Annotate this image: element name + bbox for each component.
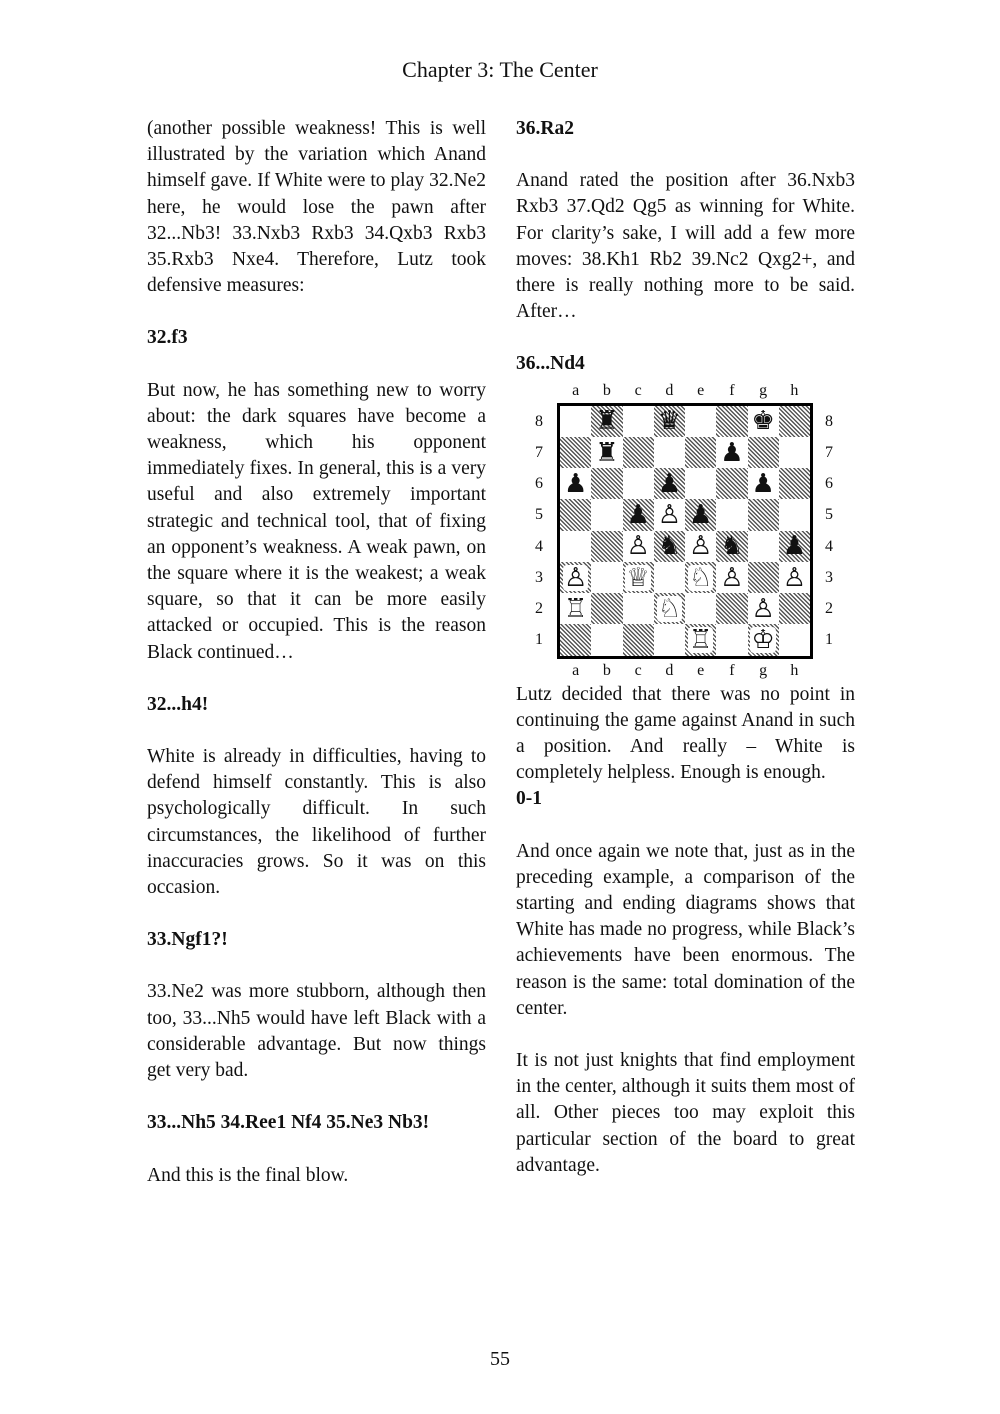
- board-square-h8: [779, 406, 810, 437]
- board-square-c2: [623, 593, 654, 624]
- board-square-d3: [654, 562, 685, 593]
- file-labels-bottom: [560, 658, 810, 684]
- board-square-b4: [591, 531, 622, 562]
- rank-label: 5: [825, 506, 833, 524]
- board-square-h2: [779, 593, 810, 624]
- chess-piece-icon: ♟: [563, 468, 588, 499]
- file-label: b: [602, 661, 611, 679]
- chess-piece-icon: ♟: [688, 500, 713, 530]
- move-notation: 36.Ra2: [516, 118, 574, 139]
- chess-piece-icon: ♘: [688, 562, 713, 593]
- chess-piece-icon: ♙: [782, 562, 807, 593]
- board-square-d1: [654, 624, 685, 655]
- board-square-g8: [748, 406, 779, 437]
- board-square-a3: [560, 562, 591, 593]
- board-square-c8: [623, 406, 654, 437]
- move-notation: 36...Nd4: [516, 353, 585, 375]
- file-label: a: [572, 661, 580, 679]
- chess-piece-icon: ♙: [688, 531, 713, 562]
- board-square-e5: [685, 499, 716, 530]
- board-square-f4: [716, 531, 747, 562]
- board-square-a8: [560, 406, 591, 437]
- board-square-b7: [591, 437, 622, 468]
- file-label: b: [602, 381, 611, 399]
- body-paragraph: 33.Ne2 was more stubborn, although then too, 33...Nh5 would have left Black with a considerable advantage. But now things get very bad.: [147, 981, 486, 1082]
- board-square-e3: [685, 562, 716, 593]
- board-square-c4: [623, 531, 654, 562]
- move-notation: 33.Ngf1?!: [147, 929, 228, 951]
- chess-piece-icon: ♜: [595, 437, 619, 468]
- file-label: c: [634, 381, 642, 399]
- body-paragraph: But now, he has something new to worry about: the dark squares have become a weakness, which his opponent immediately fixes. In general, this is a very useful and also extremely important strategic and technical tool, that of fixing an opponent’s weakness. A weak pawn, on the square where it is the weakest; a weak square, so that it can be more easily attacked or occupied. This is the reason Black continued…: [147, 379, 486, 663]
- chess-piece-icon: ♚: [751, 406, 775, 437]
- left-column: [147, 116, 486, 1189]
- file-label: f: [729, 661, 735, 679]
- chess-piece-icon: ♙: [720, 562, 744, 593]
- chess-piece-icon: ♖: [563, 593, 588, 624]
- board-square-a1: [560, 624, 591, 655]
- file-labels-top: [560, 378, 810, 404]
- chess-piece-icon: ♕: [626, 562, 650, 593]
- file-label: h: [790, 661, 799, 679]
- rank-label: 7: [535, 443, 543, 461]
- board-square-b8: [591, 406, 622, 437]
- board-square-f2: [716, 593, 747, 624]
- chess-piece-icon: ♖: [688, 625, 713, 655]
- board-square-d4: [654, 531, 685, 562]
- file-label: g: [759, 381, 768, 399]
- board-square-f1: [716, 624, 747, 655]
- body-paragraph: Anand rated the position after 36.Nxb3 Rxb3 37.Qd2 Qg5 as winning for White. For clarity’s sake, I will add a few more moves: 38.Kh1 Rb2 39.Nc2 Qxg2+, and there is really nothing more to be said. After…: [516, 170, 855, 323]
- chess-piece-icon: ♔: [751, 625, 775, 655]
- move-notation: 33...Nh5 34.Ree1 Nf4 35.Ne3 Nb3!: [147, 1112, 430, 1134]
- chess-piece-icon: ♞: [720, 531, 744, 562]
- chapter-header: Chapter 3: The Center: [402, 57, 598, 82]
- chess-piece-icon: ♞: [657, 531, 682, 562]
- body-paragraph: Lutz decided that there was no point in continuing the game against Anand in such a position. And really – White is completely helpless. Enough is enough.: [516, 683, 855, 784]
- board-square-f3: [716, 562, 747, 593]
- body-paragraph: It is not just knights that find employment in the center, although it suits them most of all. Other pieces too may exploit this particular section of the board to great advantage.: [516, 1050, 855, 1176]
- body-paragraph: White is already in difficulties, having to defend himself constantly. This is also psychologically difficult. In such circumstances, the likelihood of further inaccuracies grows. So it was on this occasion.: [147, 746, 486, 899]
- chess-piece-icon: ♟: [657, 468, 682, 499]
- chess-piece-icon: ♘: [657, 593, 682, 624]
- rank-label: 8: [825, 412, 833, 430]
- body-paragraph: And once again we note that, just as in the preceding example, a comparison of the starting and ending diagrams shows that White has made no progress, while Black’s achievements have been enormous. The reason is the same: total domination of the center.: [516, 840, 855, 1019]
- board-square-b3: [591, 562, 622, 593]
- board-square-g2: [748, 593, 779, 624]
- rank-label: 5: [535, 506, 543, 524]
- rank-label: 7: [825, 443, 833, 461]
- board-square-h7: [779, 437, 810, 468]
- move-notation: 0-1: [516, 788, 542, 810]
- chess-piece-icon: ♜: [595, 406, 619, 437]
- chess-piece-icon: ♛: [657, 406, 682, 437]
- chess-piece-icon: ♙: [657, 500, 682, 530]
- board-square-c3: [623, 562, 654, 593]
- board-square-e1: [685, 624, 716, 655]
- rank-label: 4: [825, 537, 833, 555]
- chess-piece-icon: ♟: [626, 500, 650, 530]
- board-square-b2: [591, 593, 622, 624]
- board-square-b5: [591, 499, 622, 530]
- file-label: d: [665, 661, 674, 679]
- board-square-a2: [560, 593, 591, 624]
- board-square-b1: [591, 624, 622, 655]
- board-square-a4: [560, 531, 591, 562]
- board-square-g5: [748, 499, 779, 530]
- board-square-g4: [748, 531, 779, 562]
- board-square-h5: [779, 499, 810, 530]
- board-square-a5: [560, 499, 591, 530]
- board-square-f8: [716, 406, 747, 437]
- body-paragraph: (another possible weakness! This is well illustrated by the variation which Anand himself gave. If White were to play 32.Ne2 here, he would lose the pawn after 32...Nb3! 33.Nxb3 Rxb3 34.Qxb3 Rxb3 35.Rxb3 Nxe4. Therefore, Lutz took defensive measures:: [147, 118, 486, 297]
- chess-piece-icon: ♟: [782, 531, 807, 562]
- board-square-h4: [779, 531, 810, 562]
- rank-label: 6: [535, 475, 543, 493]
- board-square-d7: [654, 437, 685, 468]
- board-square-f5: [716, 499, 747, 530]
- board-square-e8: [685, 406, 716, 437]
- board-square-a7: [560, 437, 591, 468]
- chess-piece-icon: ♟: [720, 437, 744, 468]
- page-number: 55: [490, 1348, 510, 1370]
- rank-label: 2: [535, 600, 543, 618]
- file-label: d: [665, 381, 674, 399]
- board-square-f6: [716, 468, 747, 499]
- board-square-d8: [654, 406, 685, 437]
- board-square-g7: [748, 437, 779, 468]
- board-square-h6: [779, 468, 810, 499]
- rank-label: 3: [535, 568, 543, 586]
- board-square-a6: [560, 468, 591, 499]
- board-square-g6: [748, 468, 779, 499]
- right-column: [516, 116, 855, 1179]
- file-label: f: [729, 381, 735, 399]
- board-square-h3: [779, 562, 810, 593]
- chess-piece-icon: ♙: [563, 562, 588, 593]
- rank-label: 1: [825, 631, 833, 649]
- board-square-e2: [685, 593, 716, 624]
- board-square-c7: [623, 437, 654, 468]
- rank-label: 4: [535, 537, 543, 555]
- rank-labels-left: [532, 406, 546, 656]
- board-square-f7: [716, 437, 747, 468]
- board-square-d5: [654, 499, 685, 530]
- file-label: e: [697, 661, 705, 679]
- chess-piece-icon: ♙: [626, 531, 650, 562]
- rank-labels-right: [822, 406, 836, 656]
- board-square-d2: [654, 593, 685, 624]
- move-notation: 32...h4!: [147, 693, 209, 715]
- board-square-e6: [685, 468, 716, 499]
- file-label: a: [572, 381, 580, 399]
- body-paragraph: And this is the final blow.: [147, 1164, 349, 1186]
- file-label: c: [634, 661, 642, 679]
- file-label: e: [697, 381, 705, 399]
- rank-label: 8: [535, 412, 543, 430]
- board-square-e7: [685, 437, 716, 468]
- chess-diagram: [516, 382, 855, 682]
- rank-label: 2: [825, 600, 833, 618]
- file-label: h: [790, 381, 799, 399]
- board-square-c1: [623, 624, 654, 655]
- rank-label: 6: [825, 475, 833, 493]
- board-square-h1: [779, 624, 810, 655]
- move-notation: 32.f3: [147, 327, 188, 349]
- board-square-c6: [623, 468, 654, 499]
- board-square-d6: [654, 468, 685, 499]
- rank-label: 3: [825, 568, 833, 586]
- board-square-g3: [748, 562, 779, 593]
- rank-label: 1: [535, 631, 543, 649]
- chess-board: [557, 403, 813, 659]
- chess-piece-icon: ♟: [751, 468, 775, 499]
- board-square-e4: [685, 531, 716, 562]
- chess-piece-icon: ♙: [751, 593, 775, 624]
- board-square-c5: [623, 499, 654, 530]
- board-square-b6: [591, 468, 622, 499]
- file-label: g: [759, 661, 768, 679]
- board-square-g1: [748, 624, 779, 655]
